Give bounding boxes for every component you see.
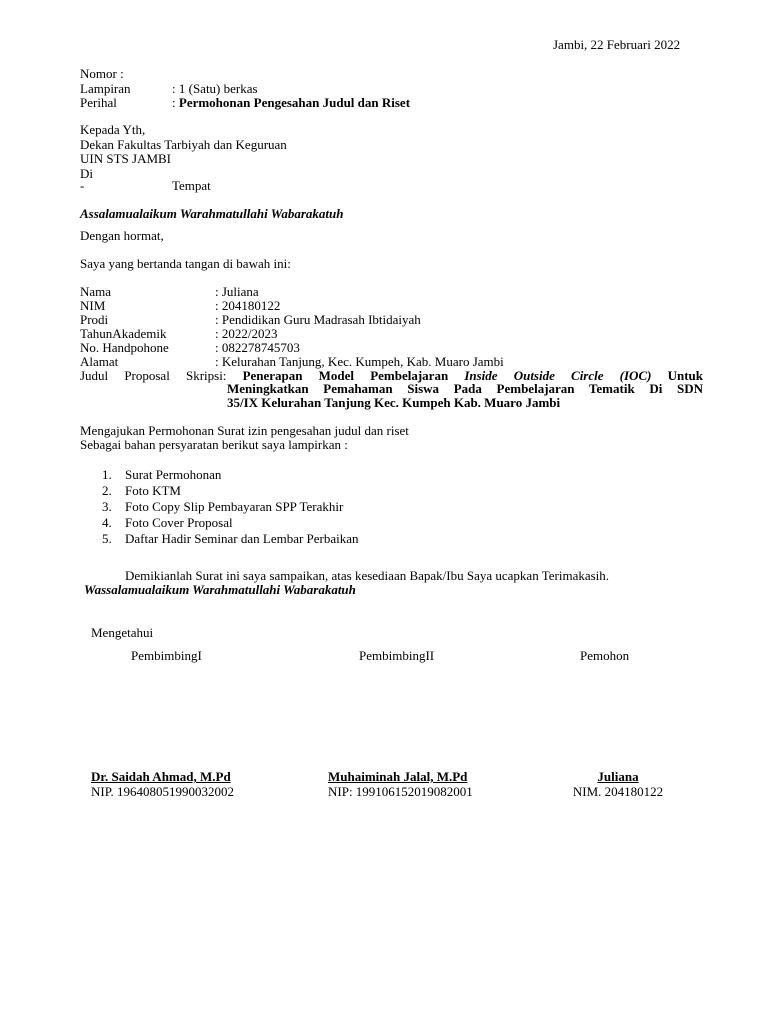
lampiran-value: : 1 (Satu) berkas	[172, 80, 258, 96]
proposal-title-part-2: Untuk	[651, 368, 704, 383]
farewell: Wassalamualaikum Warahmatullahi Wabarakatuh	[84, 582, 356, 597]
identity-label-phone: No. Handpohone	[80, 340, 169, 355]
perihal-label: Perihal	[80, 95, 117, 110]
attachment-num-2: 2.	[102, 483, 112, 498]
identity-value-name: : Juliana	[215, 284, 259, 299]
attachment-num-4: 4.	[102, 515, 112, 530]
identity-label-nim: NIM	[80, 298, 106, 313]
attachment-item-4: Foto Cover Proposal	[125, 515, 233, 530]
sign2-name: Muhaiminah Jalal, M.Pd	[328, 769, 468, 784]
identity-value-phone: : 082278745703	[215, 340, 300, 355]
proposal-label: Judul Proposal Skripsi:	[80, 368, 227, 383]
recipient-line-4: Di	[80, 165, 93, 181]
nomor-label: Nomor :	[80, 66, 124, 81]
greeting: Assalamualaikum Warahmatullahi Wabarakatuh	[80, 206, 344, 221]
lampiran-label: Lampiran	[80, 80, 131, 96]
attachment-num-5: 5.	[102, 531, 112, 546]
signature-block-2	[328, 770, 473, 799]
recipient-line-3: UIN STS JAMBI	[80, 151, 172, 166]
intro-text: Saya yang bertanda tangan di bawah ini:	[80, 256, 291, 271]
acknowledged-label: Mengetahui	[91, 625, 154, 640]
identity-label-address: Alamat	[80, 354, 119, 369]
attachment-item-1: Surat Permohonan	[125, 467, 222, 482]
proposal-title-italic: Inside Outside Circle (IOC)	[464, 368, 652, 383]
attachment-item-5: Daftar Hadir Seminar dan Lembar Perbaikan	[125, 531, 359, 546]
sign3-name: Juliana	[597, 769, 639, 784]
sign1-name: Dr. Saidah Ahmad, M.Pd	[91, 769, 231, 784]
perihal-colon: :	[172, 95, 179, 110]
recipient-dash: -	[80, 178, 85, 193]
proposal-title-part-1: Penerapan Model Pembelajaran	[242, 368, 465, 383]
identity-value-prodi: : Pendidikan Guru Madrasah Ibtidaiyah	[215, 312, 421, 327]
sign2-nip: NIP: 199106152019082001	[328, 783, 473, 799]
perihal-value	[172, 96, 410, 111]
closing-text: Demikianlah Surat ini saya sampaikan, atas kesediaan Bapak/Ibu Saya ucapkan Terimakasih.	[125, 568, 610, 583]
signature-block-3	[568, 770, 668, 799]
request-line-1: Mengajukan Permohonan Surat izin pengesahan judul dan riset	[80, 423, 409, 438]
signature-block-1	[91, 770, 234, 799]
request-line-2: Sebagai bahan persyaratan berikut saya lampirkan :	[80, 437, 348, 452]
recipient-place: Tempat	[172, 178, 211, 193]
sign1-role: PembimbingI	[131, 648, 202, 663]
attachment-item-3: Foto Copy Slip Pembayaran SPP Terakhir	[125, 499, 344, 514]
identity-value-nim: : 204180122	[215, 298, 281, 313]
identity-value-year: : 2022/2023	[215, 326, 278, 341]
identity-value-address: : Kelurahan Tanjung, Kec. Kumpeh, Kab. Muaro Jambi	[215, 354, 504, 369]
sign1-nip: NIP. 196408051990032002	[91, 783, 235, 799]
letter-date: Jambi, 22 Februari 2022	[553, 37, 681, 52]
attachment-num-1: 1.	[102, 467, 112, 482]
identity-label-name: Nama	[80, 284, 112, 299]
attachment-item-2: Foto KTM	[125, 483, 181, 498]
recipient-line-1: Kepada Yth,	[80, 122, 146, 137]
recipient-line-2: Dekan Fakultas Tarbiyah dan Keguruan	[80, 136, 287, 152]
sign3-role: Pemohon	[580, 648, 630, 663]
identity-label-prodi: Prodi	[80, 312, 109, 327]
proposal-title-line-2: Meningkatkan Pemahaman Siswa Pada Pembelajaran Tematik Di SDN	[227, 381, 703, 396]
proposal-title-line-3: 35/IX Kelurahan Tanjung Kec. Kumpeh Kab. Muaro Jambi	[227, 395, 561, 410]
identity-label-year: TahunAkademik	[80, 326, 167, 341]
perihal-subject: Permohonan Pengesahan Judul dan Riset	[178, 95, 411, 110]
attachment-num-3: 3.	[102, 499, 112, 514]
opening: Dengan hormat,	[80, 228, 164, 243]
sign3-nim: NIM. 204180122	[572, 783, 664, 799]
sign2-role: PembimbingII	[359, 648, 435, 663]
